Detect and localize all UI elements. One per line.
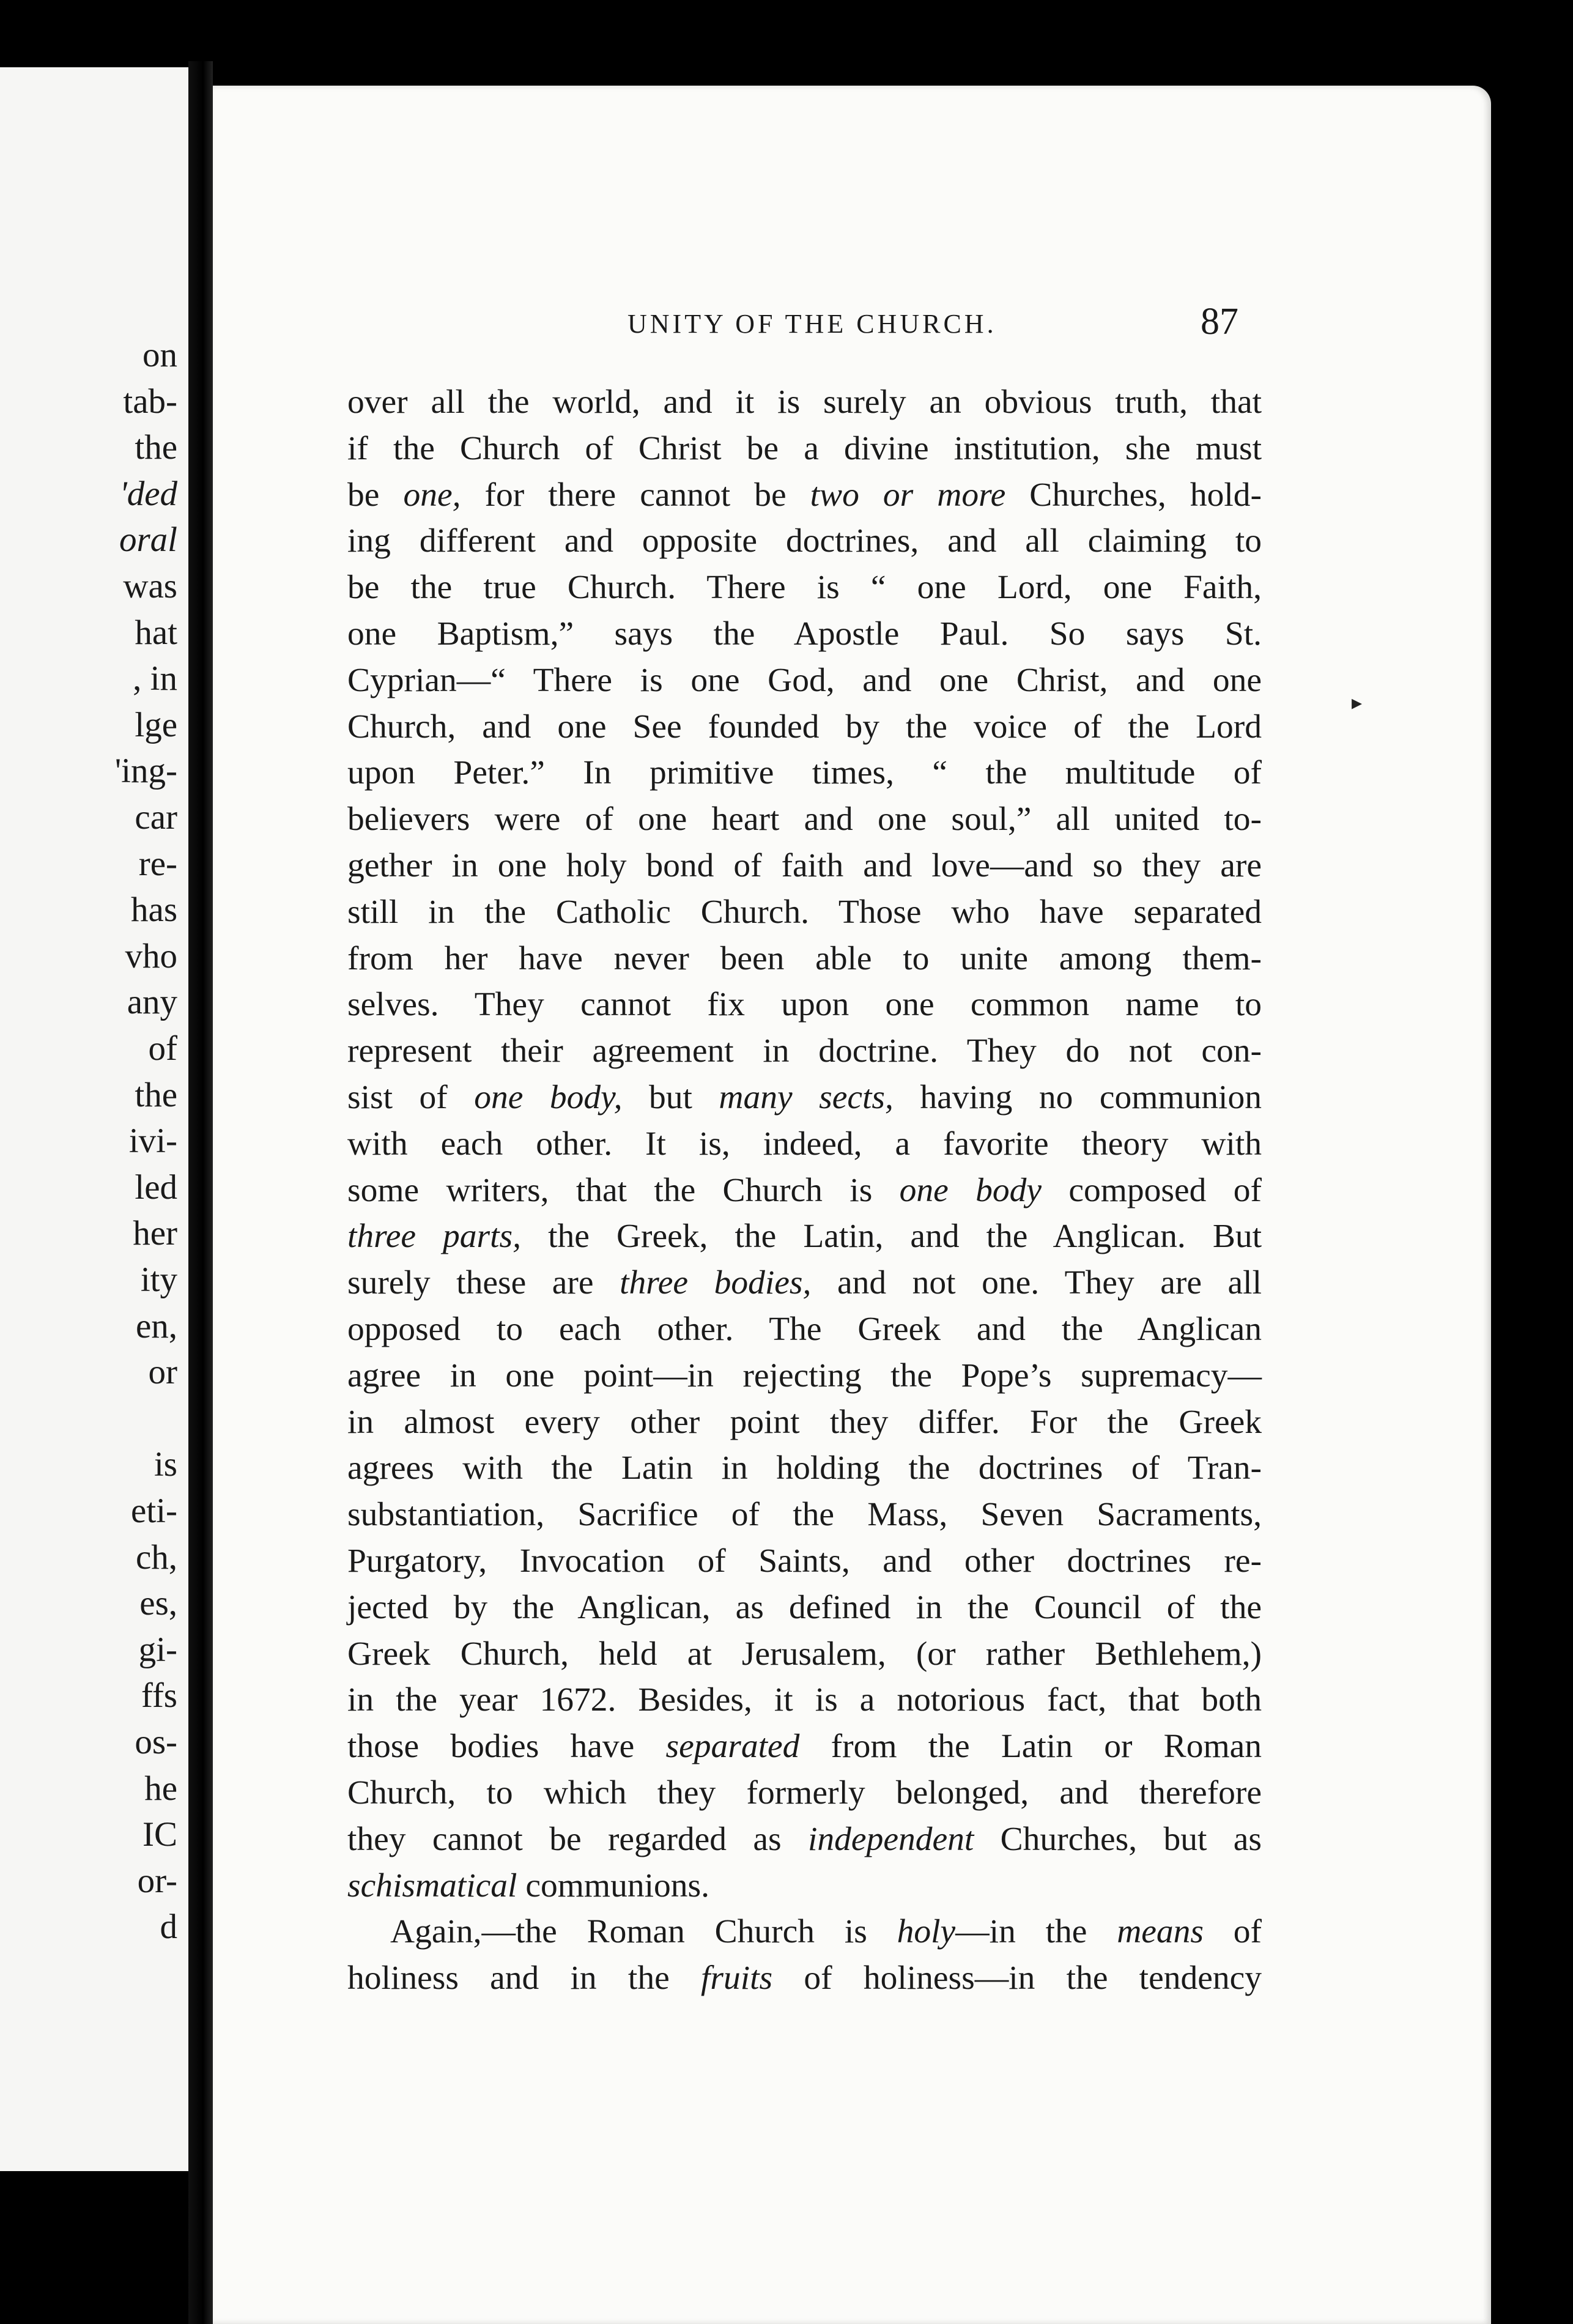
- left-page-fragment: any: [127, 983, 177, 1022]
- left-page-fragment: tab-: [123, 382, 177, 421]
- text-run: be the true Church. There is “ one Lord, one Faith,: [347, 569, 1262, 607]
- text-run: still in the Catholic Church. Those who have separated: [347, 893, 1262, 931]
- text-run: some writers, that the Church is: [347, 1171, 900, 1209]
- text-line: [347, 1260, 1262, 1306]
- text-run: with each other. It is, indeed, a favorite theory with: [347, 1125, 1262, 1163]
- text-run: from her have never been able to unite among them-: [347, 939, 1262, 977]
- text-run: if the Church of Christ be a divine institution, she must: [347, 429, 1262, 467]
- left-page-fragment: es,: [139, 1584, 177, 1623]
- text-run: Purgatory, Invocation of Saints, and other doctrines re-: [347, 1542, 1262, 1580]
- text-run: —in the: [955, 1913, 1117, 1951]
- italic-phrase: many sects,: [719, 1078, 894, 1116]
- text-line: [347, 1677, 1262, 1723]
- left-page-fragment: hat: [135, 613, 177, 652]
- text-line: [347, 1028, 1262, 1075]
- text-run: composed of: [1042, 1171, 1262, 1209]
- text-run: for there cannot be: [461, 476, 810, 514]
- text-line: [347, 1121, 1262, 1168]
- text-run: of: [1204, 1913, 1262, 1951]
- text-run: agrees with the Latin in holding the doctrines of Tran-: [347, 1449, 1262, 1487]
- text-run: Church, and one See founded by the voice of the Lord: [347, 708, 1262, 746]
- page-number: 87: [1201, 301, 1238, 342]
- left-page-fragment: the: [135, 428, 177, 467]
- left-page-fragment: vho: [125, 936, 177, 975]
- italic-phrase: separated: [665, 1728, 800, 1766]
- text-run: Churches, hold-: [1005, 476, 1262, 514]
- text-line: [347, 704, 1262, 750]
- text-line: [347, 518, 1262, 564]
- text-line: [347, 1353, 1262, 1399]
- left-page-fragment: ffs: [141, 1676, 177, 1715]
- text-run: they cannot be regarded as: [347, 1820, 809, 1858]
- left-page-fragment: is: [154, 1445, 177, 1484]
- text-line: [347, 379, 1262, 426]
- left-page-fragment: ch,: [135, 1538, 177, 1577]
- left-page-fragment: gi-: [138, 1630, 177, 1669]
- margin-mark: ▸: [1352, 692, 1363, 714]
- left-page-fragment: led: [135, 1168, 177, 1207]
- text-line: [347, 1538, 1262, 1585]
- text-line: [347, 1445, 1262, 1492]
- page-header: [213, 303, 1491, 346]
- text-line: [347, 657, 1262, 704]
- text-line: [347, 1399, 1262, 1446]
- left-page-fragment: or: [148, 1353, 177, 1392]
- text-run: in the year 1672. Besides, it is a notorious fact, that both: [347, 1681, 1262, 1719]
- left-page-fragment: car: [135, 798, 177, 837]
- italic-phrase: holy: [897, 1913, 956, 1951]
- italic-phrase: two or more: [810, 476, 1006, 514]
- text-line: [347, 1863, 1262, 1909]
- left-page-fragment: 'ded: [119, 474, 177, 513]
- text-run: be: [347, 476, 404, 514]
- previous-page-fragment: [0, 67, 188, 2171]
- left-page-fragment: eti-: [131, 1492, 177, 1530]
- text-line: [347, 1585, 1262, 1631]
- text-run: the Greek, the Latin, and the Anglican. But: [521, 1218, 1262, 1256]
- running-head: UNITY OF THE CHURCH.: [627, 309, 997, 339]
- text-run: Churches, but as: [974, 1820, 1262, 1858]
- text-line: [347, 750, 1262, 796]
- text-run: communions.: [517, 1867, 709, 1904]
- book-page: [213, 86, 1491, 2324]
- text-run: having no communion: [893, 1078, 1262, 1116]
- italic-phrase: schismatical: [347, 1867, 517, 1904]
- text-run: of holiness—in the tendency: [772, 1959, 1262, 1997]
- text-run: in almost every other point they differ. For the Greek: [347, 1403, 1262, 1441]
- text-run: substantiation, Sacrifice of the Mass, Seven Sacraments,: [347, 1496, 1262, 1534]
- text-line: [347, 564, 1262, 611]
- text-run: represent their agreement in doctrine. They do not con-: [347, 1032, 1262, 1070]
- italic-phrase: means: [1117, 1913, 1204, 1951]
- text-line: [347, 982, 1262, 1028]
- left-page-fragment: 'ing-: [114, 752, 177, 791]
- text-line: [347, 1168, 1262, 1214]
- left-page-fragment: he: [144, 1769, 177, 1808]
- italic-phrase: independent: [808, 1820, 974, 1858]
- left-page-fragment: os-: [135, 1723, 177, 1761]
- italic-phrase: three bodies,: [620, 1264, 812, 1302]
- text-line: [347, 889, 1262, 936]
- text-run: Church, to which they formerly belonged, and therefore: [347, 1774, 1262, 1811]
- italic-phrase: one body: [899, 1171, 1042, 1209]
- text-line: [347, 1955, 1262, 2002]
- text-run: selves. They cannot fix upon one common name to: [347, 986, 1262, 1024]
- left-page-fragment: d: [160, 1908, 177, 1947]
- text-line: [347, 426, 1262, 472]
- left-page-fragment: oral: [119, 520, 177, 560]
- text-run: those bodies have: [347, 1728, 666, 1766]
- text-run: gether in one holy bond of faith and love—and so they are: [347, 846, 1262, 884]
- text-line: [347, 1909, 1262, 1955]
- text-run: and not one. They are all: [811, 1264, 1262, 1302]
- left-page-fragment: en,: [135, 1306, 177, 1345]
- text-run: jected by the Anglican, as defined in the Council of the: [347, 1588, 1262, 1626]
- text-run: Cyprian—“ There is one God, and one Christ, and one: [347, 661, 1262, 699]
- text-run: opposed to each other. The Greek and the Anglican: [347, 1310, 1262, 1348]
- text-run: over all the world, and it is surely an obvious truth, that: [347, 383, 1262, 421]
- italic-phrase: one body,: [474, 1078, 623, 1116]
- left-page-fragment: on: [142, 336, 177, 374]
- text-line: [347, 796, 1262, 843]
- italic-phrase: one,: [403, 476, 461, 514]
- text-line: [347, 1492, 1262, 1538]
- left-page-fragment: her: [133, 1214, 177, 1253]
- text-run: believers were of one heart and one soul,” all united to-: [347, 801, 1262, 838]
- page-edge-shadow: [1491, 92, 1573, 2324]
- left-page-fragment: the: [135, 1075, 177, 1114]
- text-run: upon Peter.” In primitive times, “ the multitude of: [347, 754, 1262, 792]
- text-line: [347, 1075, 1262, 1121]
- left-page-fragment: has: [131, 890, 177, 930]
- text-line: [347, 1816, 1262, 1863]
- left-page-fragment: or-: [137, 1861, 177, 1900]
- text-run: ing different and opposite doctrines, and all claiming to: [347, 522, 1262, 560]
- left-page-fragment: , in: [133, 659, 177, 698]
- left-page-fragment: of: [148, 1029, 177, 1068]
- text-run: from the Latin or Roman: [799, 1728, 1262, 1766]
- left-page-fragment: was: [123, 567, 177, 605]
- text-run: agree in one point—in rejecting the Pope’s supremacy—: [347, 1356, 1262, 1394]
- text-line: [347, 1770, 1262, 1816]
- left-page-fragment: lge: [135, 705, 177, 744]
- book-gutter: [188, 61, 213, 2324]
- text-run: but: [622, 1078, 719, 1116]
- text-line: [347, 1723, 1262, 1770]
- italic-phrase: three parts,: [347, 1218, 522, 1256]
- text-line: [347, 1213, 1262, 1260]
- text-run: Greek Church, held at Jerusalem, (or rather Bethlehem,): [347, 1635, 1262, 1673]
- body-text: [347, 379, 1262, 2002]
- text-run: one Baptism,” says the Apostle Paul. So says St.: [347, 615, 1262, 653]
- left-page-fragment: ivi-: [128, 1122, 177, 1161]
- text-run: sist of: [347, 1078, 475, 1116]
- text-line: [347, 936, 1262, 982]
- text-line: [347, 843, 1262, 889]
- text-run: holiness and in the: [347, 1959, 701, 1997]
- text-run: surely these are: [347, 1264, 620, 1302]
- left-page-fragment: ity: [140, 1260, 177, 1299]
- text-line: [347, 472, 1262, 519]
- italic-phrase: fruits: [700, 1959, 773, 1997]
- text-run: Again,—the Roman Church is: [390, 1913, 897, 1951]
- text-line: [347, 1631, 1262, 1678]
- text-line: [347, 1306, 1262, 1353]
- text-line: [347, 611, 1262, 657]
- left-page-fragment: IC: [142, 1815, 177, 1854]
- left-page-fragment: re-: [138, 844, 177, 883]
